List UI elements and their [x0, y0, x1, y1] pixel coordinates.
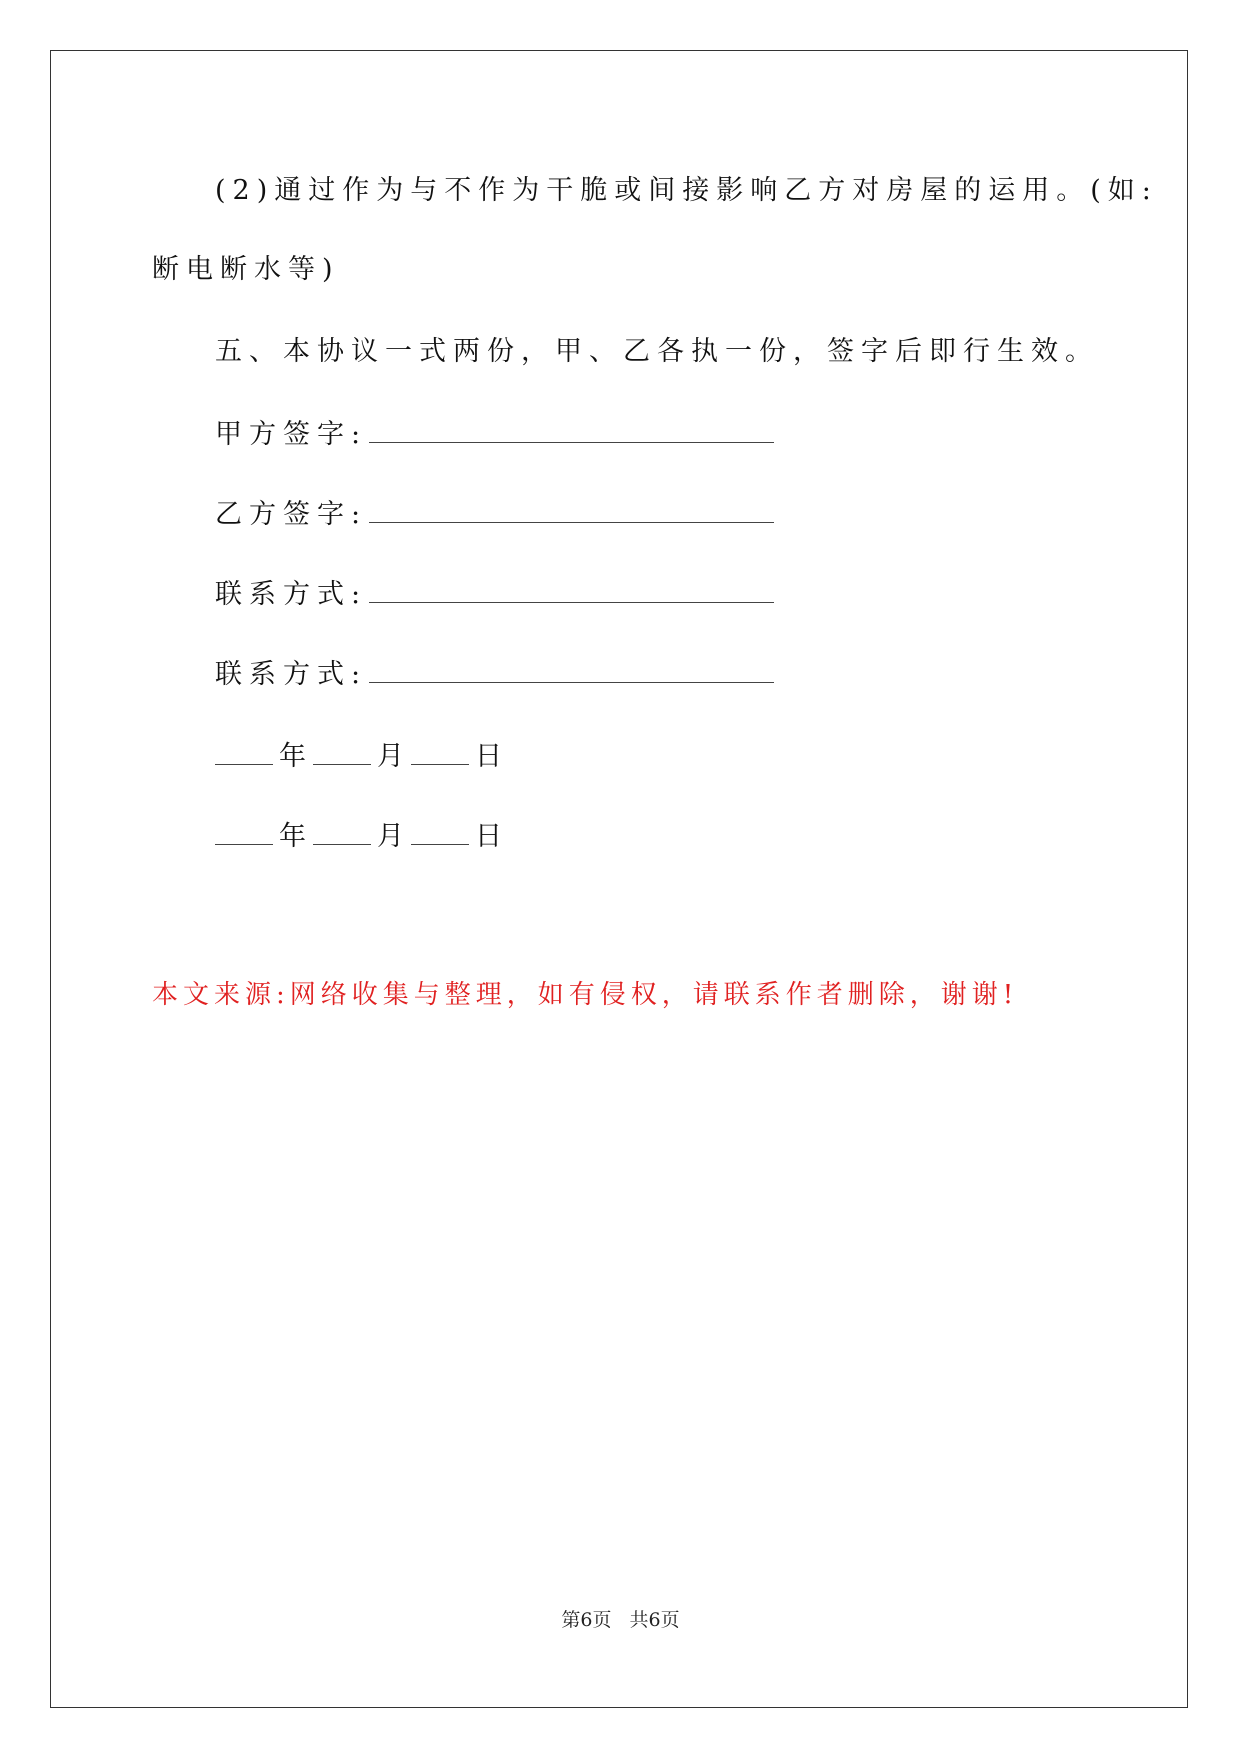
month-label: 月	[377, 821, 411, 852]
page-total: 共6页	[629, 1609, 680, 1631]
day-label: 日	[475, 821, 509, 852]
contact-row-2	[215, 658, 774, 688]
day-blank[interactable]	[411, 820, 469, 845]
page-border	[50, 50, 1188, 1708]
page-footer	[0, 1605, 1241, 1632]
signature-blank[interactable]	[369, 498, 774, 523]
contact-row-1	[215, 578, 774, 608]
day-blank[interactable]	[411, 740, 469, 765]
year-label: 年	[279, 741, 313, 772]
date-row-1	[215, 740, 509, 770]
contact-blank[interactable]	[369, 578, 774, 603]
signature-blank[interactable]	[369, 418, 774, 443]
year-blank[interactable]	[215, 740, 273, 765]
signature-row-party-a	[215, 418, 774, 448]
month-blank[interactable]	[313, 820, 371, 845]
contact-label: 联系方式:	[215, 659, 368, 690]
signature-row-party-b	[215, 498, 774, 528]
contact-blank[interactable]	[369, 658, 774, 683]
month-blank[interactable]	[313, 740, 371, 765]
clause-2-line-2: 断电断水等)	[152, 254, 340, 285]
date-row-2	[215, 820, 509, 850]
source-note: 本文来源:网络收集与整理，如有侵权，请联系作者删除，谢谢!	[152, 980, 1019, 1010]
clause-2-line-1: (2)通过作为与不作为干脆或间接影响乙方对房屋的运用。(如:	[215, 175, 1158, 206]
signature-label: 甲方签字:	[215, 419, 368, 450]
year-blank[interactable]	[215, 820, 273, 845]
clause-5: 五、本协议一式两份，甲、乙各执一份，签字后即行生效。	[215, 336, 1099, 367]
page-current: 第6页	[561, 1609, 612, 1631]
year-label: 年	[279, 821, 313, 852]
contact-label: 联系方式:	[215, 579, 368, 610]
month-label: 月	[377, 741, 411, 772]
signature-label: 乙方签字:	[215, 499, 368, 530]
day-label: 日	[475, 741, 509, 772]
